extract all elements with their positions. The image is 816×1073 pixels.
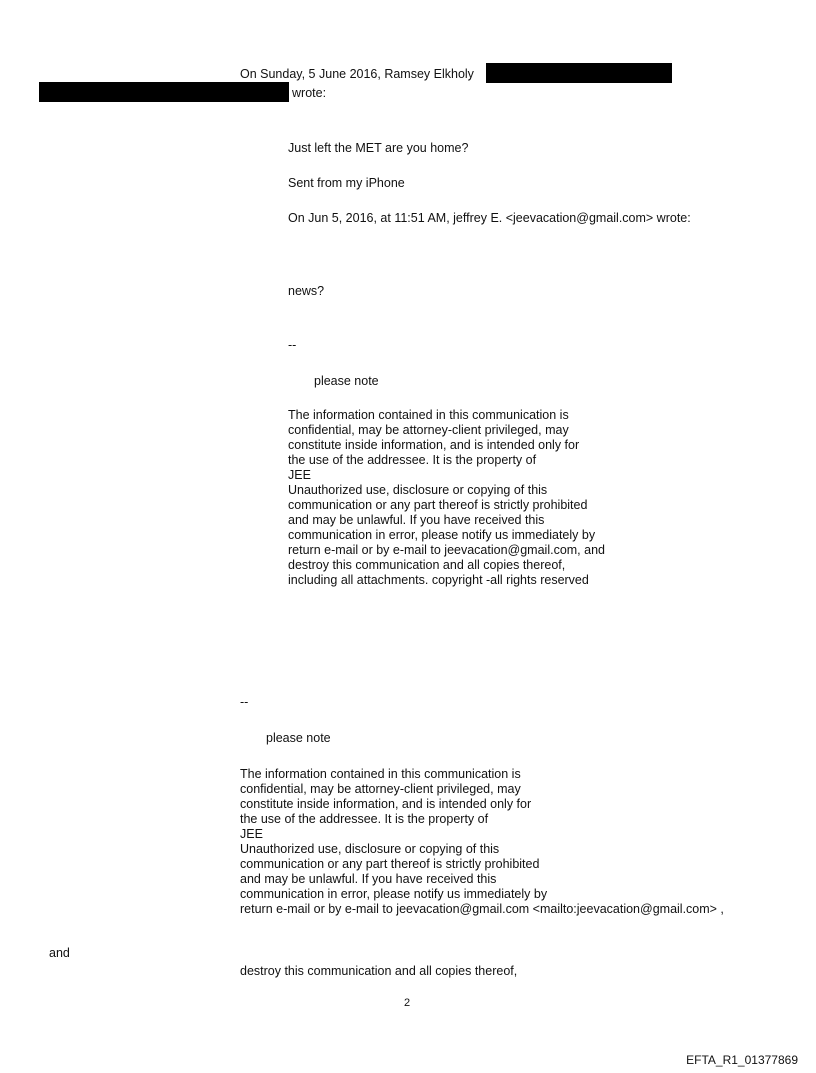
outer-last-line: destroy this communication and all copies thereof, xyxy=(240,964,518,978)
page-number: 2 xyxy=(404,997,411,1009)
quoted-separator: -- xyxy=(288,338,297,352)
header-wrote: wrote: xyxy=(292,86,327,100)
document-id: EFTA_R1_01377869 xyxy=(686,1053,798,1067)
outer-note-title: please note xyxy=(266,731,331,745)
quoted-message: Just left the MET are you home? xyxy=(288,141,469,155)
outer-separator: -- xyxy=(240,695,249,709)
quoted-disclaimer: The information contained in this communication is confidential, may be attorney-client privileged, may constitute inside information, and is intended only for the use of the addressee. It is the property of JEE Unauthorized use, disclosure or copying of this communication or any part thereof is strictly prohibited and may be unlawful. If you have received this communication in error, please notify us immediately by return e-mail or by e-mail to jeevacation@gmail.com, and destroy this communication and all copies thereof, including all attachments. copyright -all rights reserved xyxy=(288,408,605,587)
outer-disclaimer: The information contained in this communication is confidential, may be attorney-client privileged, may constitute inside information, and is intended only for the use of the addressee. It is the property of JEE Unauthorized use, disclosure or copying of this communication or any part thereof is strictly prohibited and may be unlawful. If you have received this communication in error, please notify us immediately by return e-mail or by e-mail to jeevacation@gmail.com <mailto:jeevacation@gmail.com> , xyxy=(240,767,724,916)
quoted-body: news? xyxy=(288,284,325,298)
header-intro: On Sunday, 5 June 2016, Ramsey Elkholy xyxy=(240,67,474,81)
stray-and-text: and xyxy=(49,946,70,960)
quoted-note-title: please note xyxy=(314,374,379,388)
quoted-reply-header: On Jun 5, 2016, at 11:51 AM, jeffrey E. <jeevacation@gmail.com> wrote: xyxy=(288,211,691,225)
redaction-box xyxy=(486,63,672,83)
redaction-box xyxy=(39,82,289,102)
quoted-signature: Sent from my iPhone xyxy=(288,176,405,190)
